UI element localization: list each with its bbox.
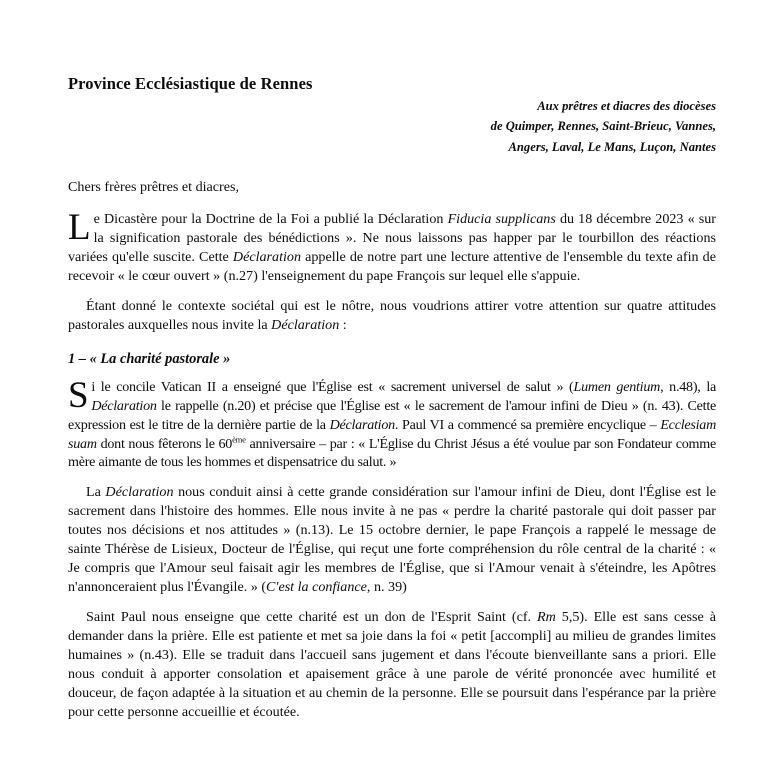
s1p2-text-1: La: [86, 484, 106, 501]
s1p3-text-1: Saint Paul nous enseigne que cette charité est un don de l'Esprit Saint (cf.: [86, 609, 538, 626]
s1p1-text-3: le rappelle (n.20) et précise que l'Église est « le sacrement de l'amour infini de Dieu » (n. 43). Cette expression est le titre de la dernière partie de la: [68, 397, 716, 433]
s1p1-superscript: ème: [232, 433, 246, 444]
s1p2-italic-2: C'est la confiance: [266, 579, 367, 596]
intro-italic-1: Fiducia supplicans: [447, 210, 556, 227]
s1p3-text-2: 5,5). Elle est sans cesse à demander dans la prière. Elle est patiente et met sa joie dans la foi « petit [accompli] au milieu de grandes limites humaines » (n.43). Elle se traduit dans l'accueil sans jugement et dans l'écoute bienveillante sans a priori. Elle nous conduit à apporter consolation et apaisement grâce à une parole de vérité prononcée avec humilité et douceur, de façon adaptée à la situation et au chemin de la personne. Elle se poursuit dans l'espérance par la prière pour cette personne accueillie et écoutée.: [68, 609, 716, 720]
intro-italic-2: Déclaration: [232, 248, 301, 265]
dropcap-l: L: [68, 206, 91, 248]
document-masthead: [68, 70, 716, 156]
s1p2-text-3: , n. 39): [366, 579, 407, 596]
s1p1-italic-1: Lumen gentium: [573, 378, 661, 395]
s1p1-italic-4: Ecclesiam suam: [68, 416, 716, 452]
s1p2-text-2: nous conduit ainsi à cette grande considération sur l'amour infini de Dieu, dont l'Église est le sacrement dans l'histoire des hommes. Elle nous invite à ne pas « perdre la charité pastorale qui doit passer par toutes nos décisions et nos attitudes » (n.13). Le 15 octobre dernier, le pape François a rappelé le message de sainte Thérèse de Lisieux, Docteur de l'Église, qui reçut une forte compréhension du rôle central de la charité : « Je compris que l'Amour seul faisait agir les membres de l'Église, que si l'Amour venait à s'éteindre, les Apôtres n'annonceraient plus l'Évangile. » (: [68, 484, 716, 596]
dropcap-s: S: [68, 374, 89, 416]
s1p1-text-1: i le concile Vatican II a enseigné que l'Église est « sacrement universel de salut » (: [91, 378, 574, 395]
s1p1-text-2: , n.48), la: [660, 378, 716, 395]
section-heading-1: 1 – « La charité pastorale »: [68, 350, 231, 367]
document-body: [68, 178, 716, 722]
intro-text-2: du 18 décembre 2023 « sur la signification pastorale des bénédictions ». Ne nous laissons pas happer par le tourbillon des réactions variées qu'elle suscite. Cette: [68, 210, 716, 265]
s1p1-text-5: dont nous fêterons le 60: [96, 435, 233, 452]
intro-paragraph: [68, 206, 716, 286]
context-text-2: :: [339, 316, 347, 333]
context-paragraph: [68, 297, 716, 335]
s1p1-italic-2: Déclaration: [91, 397, 157, 414]
salutation: Chers frères prêtres et diacres,: [68, 179, 239, 195]
section-1-paragraph-3: [68, 608, 716, 722]
s1p1-text-6: anniversaire – par : « L'Église du Christ Jésus a été voulue par son Fondateur comme mère aimante de tous les hommes et dispensatrice du salut. »: [68, 435, 716, 471]
addressee-line-1: Aux prêtres et diacres des diocèses: [537, 99, 716, 113]
s1p1-text-4: . Paul VI a commencé sa première encyclique –: [394, 416, 661, 433]
s1p3-italic-1: Rm: [537, 609, 556, 626]
addressee-block: [416, 96, 716, 157]
s1p2-italic-1: Déclaration: [105, 484, 174, 501]
section-1-paragraph-2: [68, 483, 716, 597]
s1p1-italic-3: Déclaration: [329, 416, 395, 433]
addressee-line-3: Angers, Laval, Le Mans, Luçon, Nantes: [508, 139, 716, 154]
addressee-line-2: de Quimper, Rennes, Saint-Brieuc, Vannes,: [490, 119, 716, 134]
context-text-1: Étant donné le contexte sociétal qui est le nôtre, nous voudrions attirer votre attention sur quatre attitudes pastorales auxquelles nous invite la: [68, 297, 716, 333]
intro-text-1: e Dicastère pour la Doctrine de la Foi a publié la Déclaration: [93, 210, 448, 227]
intro-text-3: appelle de notre part une lecture attentive de l'ensemble du texte afin de recevoir « le cœur ouvert » (n.27) l'enseignement du pape François sur lequel elle s'appuie.: [68, 248, 716, 284]
section-1-paragraph-1: [68, 374, 716, 473]
context-italic-1: Déclaration: [271, 316, 340, 333]
page-title: Province Ecclésiastique de Rennes: [68, 74, 313, 93]
